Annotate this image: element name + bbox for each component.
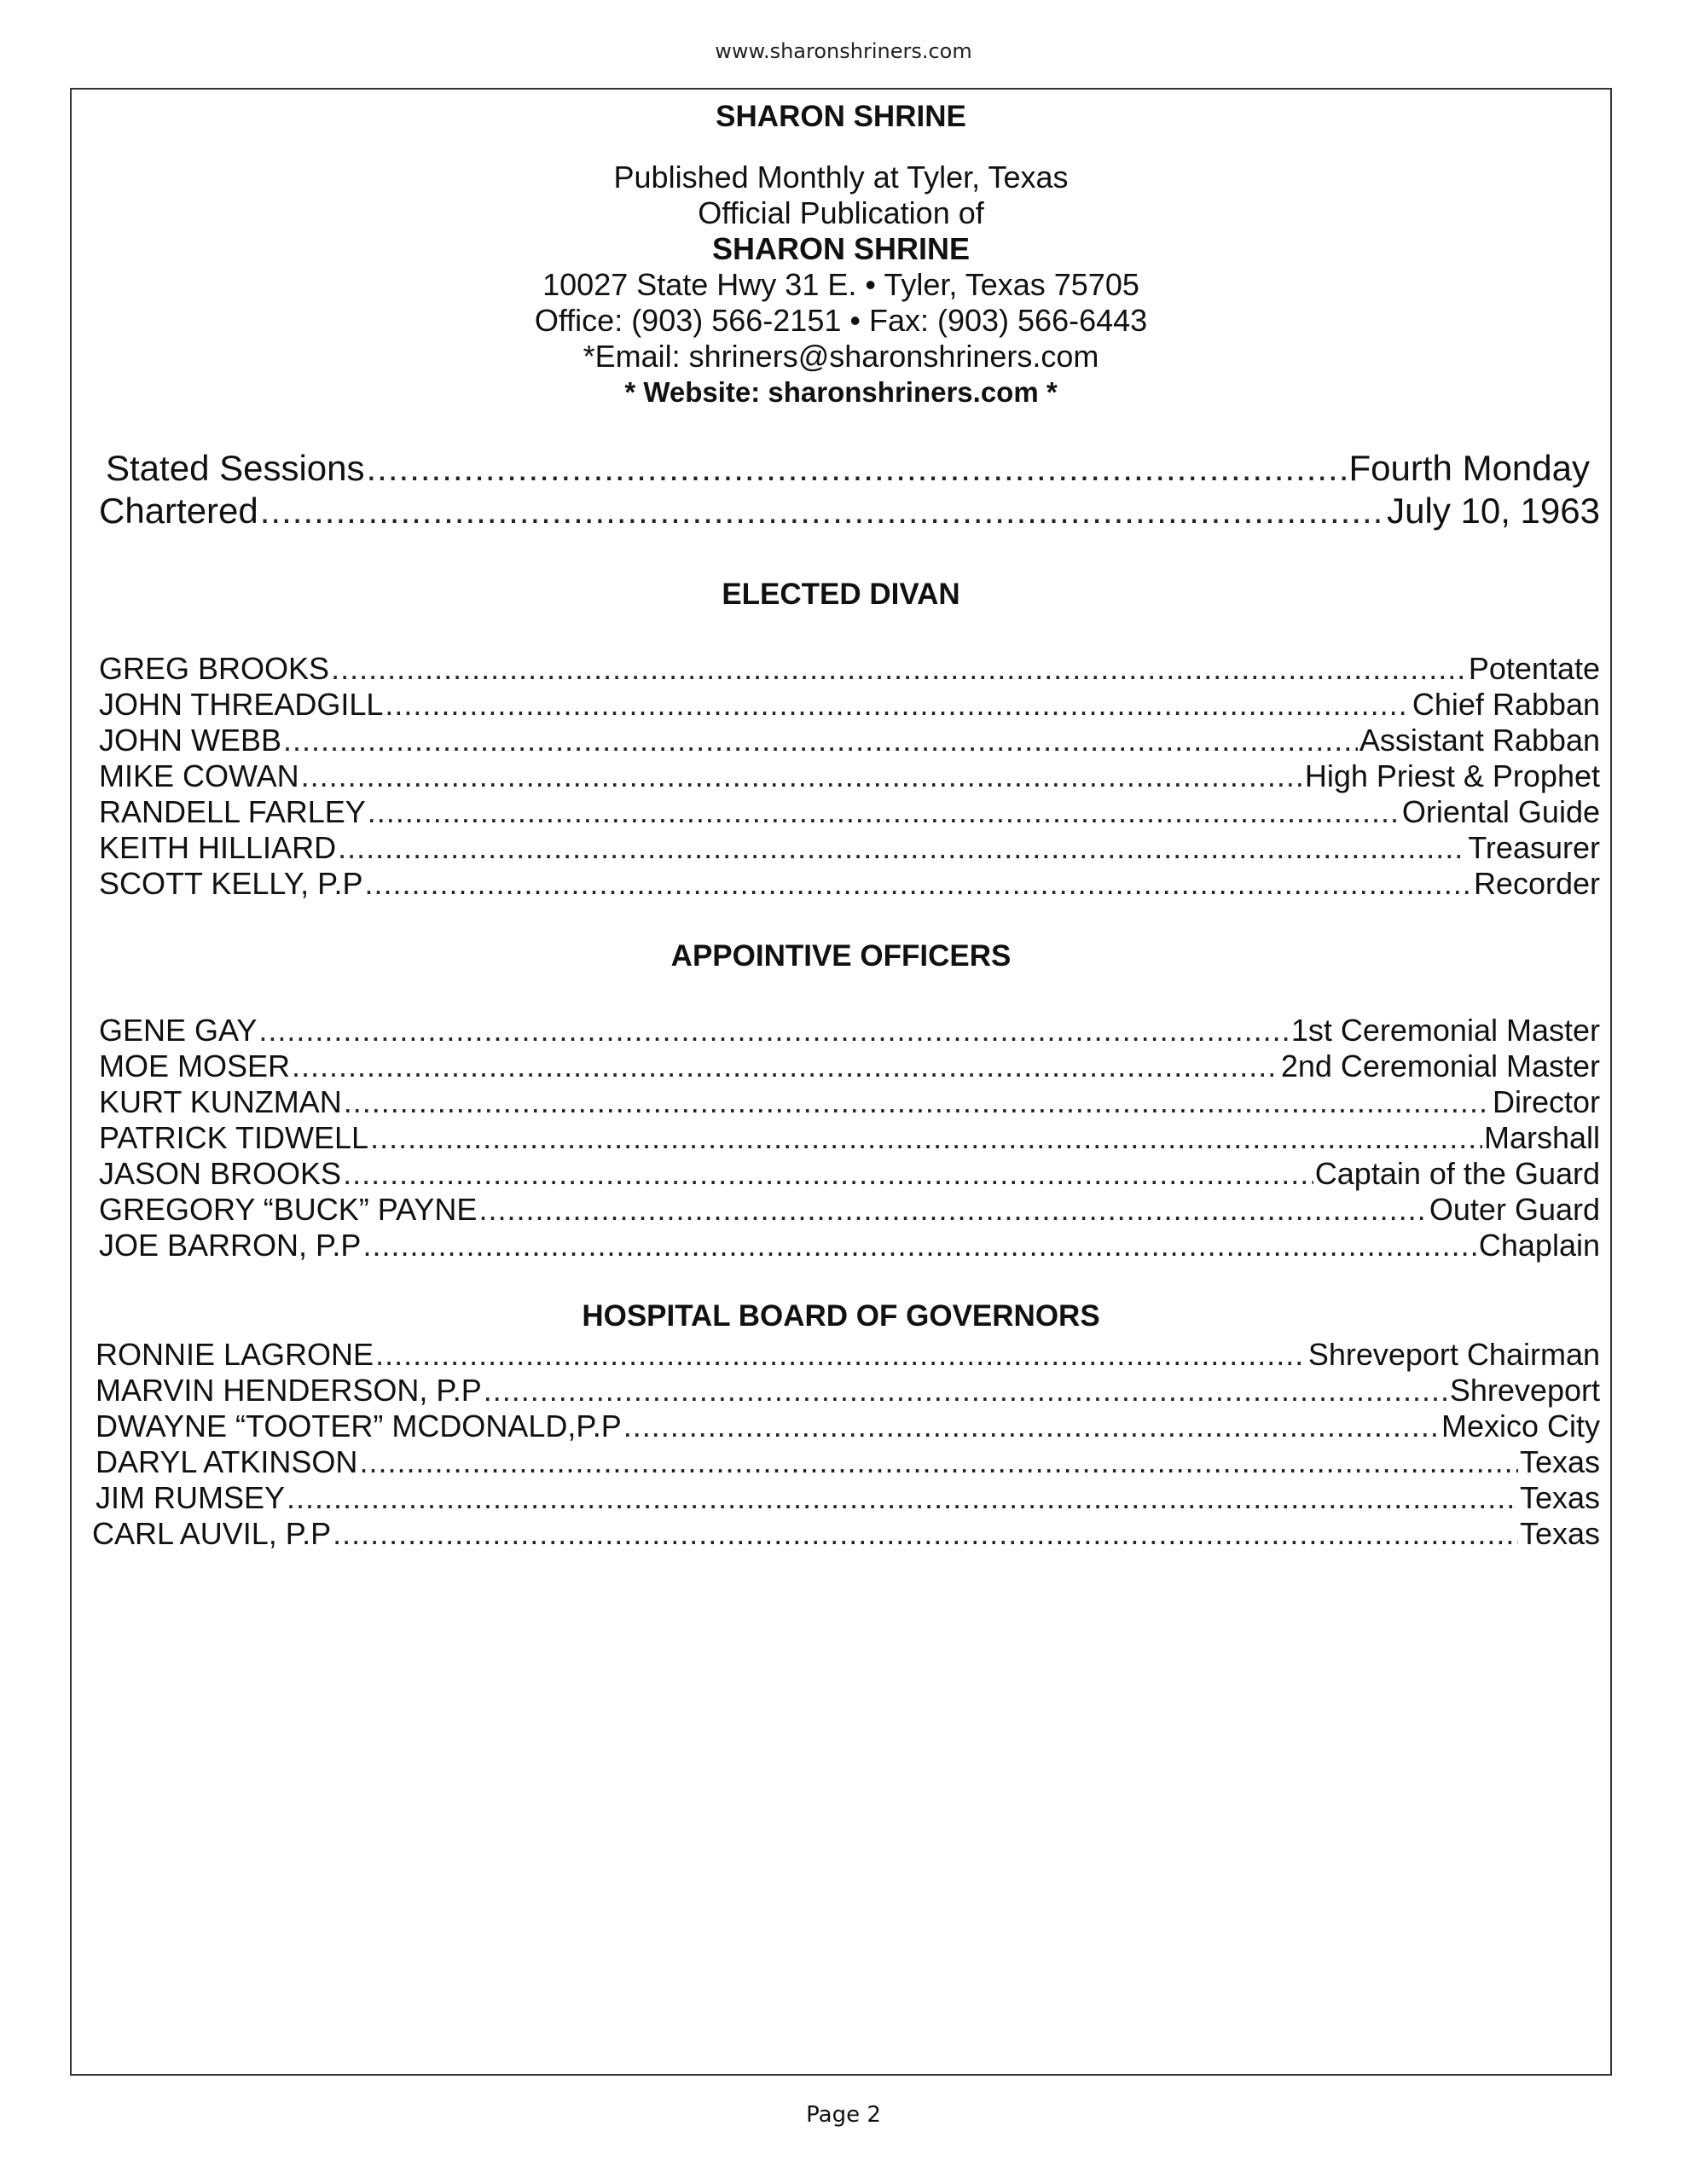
page-number: Page 2: [806, 2102, 881, 2128]
chartered-value: July 10, 1963: [1387, 491, 1600, 531]
officer-name: GREGORY “BUCK” PAYNE: [99, 1192, 478, 1227]
leader-dots: [333, 1516, 1518, 1552]
leader-dots: [623, 1409, 1440, 1444]
officer-title: Oriental Guide: [1401, 794, 1600, 829]
officer-row: [99, 1084, 1600, 1120]
leader-dots: [478, 1192, 1427, 1228]
officer-name: MIKE COWAN: [99, 758, 299, 793]
leader-dots: [287, 1480, 1518, 1516]
official-line: Official Publication of: [698, 195, 984, 230]
leader-dots: [385, 687, 1410, 723]
leader-dots: [331, 651, 1467, 687]
board-row: [96, 1444, 1600, 1480]
officer-title: Treasurer: [1468, 830, 1600, 865]
officer-name: JASON BROOKS: [99, 1156, 342, 1191]
member-location: Texas: [1519, 1516, 1600, 1551]
board-row: [96, 1480, 1600, 1516]
officer-row: [99, 1228, 1600, 1263]
hospital-board-heading: HOSPITAL BOARD OF GOVERNORS: [582, 1299, 1100, 1333]
officer-title: Director: [1492, 1084, 1600, 1119]
member-name: MARVIN HENDERSON, P.P: [96, 1373, 482, 1408]
leader-dots: [338, 830, 1466, 866]
officer-name: PATRICK TIDWELL: [99, 1120, 369, 1155]
member-location: Texas: [1519, 1480, 1600, 1515]
officer-title: Potentate: [1468, 651, 1600, 686]
elected-divan-heading: ELECTED DIVAN: [722, 578, 960, 611]
leader-dots: [344, 1084, 1491, 1120]
leader-dots: [370, 1120, 1482, 1156]
member-name: RONNIE LAGRONE: [96, 1337, 374, 1372]
sessions-value: Fourth Monday: [1348, 448, 1590, 488]
phone-fax: Office: (903) 566-2151 • Fax: (903) 566-6443: [534, 303, 1148, 338]
leader-dots: [283, 723, 1358, 758]
officer-title: Chaplain: [1478, 1228, 1600, 1263]
officer-name: JOHN WEBB: [99, 723, 282, 758]
appointive-officers-heading: APPOINTIVE OFFICERS: [670, 939, 1012, 973]
officer-row: [99, 1048, 1600, 1084]
member-name: JIM RUMSEY: [96, 1480, 286, 1515]
divan-row: [99, 651, 1600, 687]
officer-name: GREG BROOKS: [99, 651, 330, 686]
officer-title: Recorder: [1473, 866, 1600, 901]
member-name: DWAYNE “TOOTER” MCDONALD,P.P: [96, 1409, 622, 1443]
leader-dots: [367, 448, 1348, 489]
officer-title: Captain of the Guard: [1314, 1156, 1600, 1191]
officer-title: Assistant Rabban: [1359, 723, 1600, 758]
board-row: [96, 1337, 1600, 1373]
leader-dots: [484, 1373, 1448, 1409]
address: 10027 State Hwy 31 E. • Tyler, Texas 75705: [542, 267, 1139, 302]
officer-title: Marshall: [1483, 1120, 1600, 1155]
officer-name: SCOTT KELLY, P.P: [99, 866, 363, 901]
member-name: CARL AUVIL, P.P: [92, 1516, 332, 1551]
member-location: Mexico City: [1441, 1409, 1600, 1443]
officer-title: 1st Ceremonial Master: [1290, 1013, 1600, 1048]
board-row: [96, 1373, 1600, 1409]
sessions-label: Stated Sessions: [106, 448, 365, 488]
divan-row: [99, 758, 1600, 794]
published-line: Published Monthly at Tyler, Texas: [613, 160, 1069, 195]
officer-row: [99, 1192, 1600, 1228]
leader-dots: [301, 758, 1303, 794]
leader-dots: [362, 1228, 1476, 1263]
divan-row: [99, 794, 1600, 830]
divan-row: [99, 866, 1600, 902]
site-url[interactable]: www.sharonshriners.com: [715, 39, 972, 63]
officer-row: [99, 1013, 1600, 1048]
officer-title: High Priest & Prophet: [1304, 758, 1600, 793]
newsletter-frame: [70, 88, 1612, 2076]
leader-dots: [375, 1337, 1307, 1373]
officer-title: Outer Guard: [1429, 1192, 1600, 1227]
member-location: Shreveport Chairman: [1307, 1337, 1600, 1372]
officer-name: KURT KUNZMAN: [99, 1084, 342, 1119]
leader-dots: [343, 1156, 1313, 1192]
board-row: [92, 1516, 1600, 1552]
member-name: DARYL ATKINSON: [96, 1444, 358, 1479]
chartered-label: Chartered: [99, 491, 258, 531]
page-title: SHARON SHRINE: [716, 100, 966, 133]
website: * Website: sharonshriners.com *: [624, 376, 1058, 408]
officer-name: RANDELL FARLEY: [99, 794, 366, 829]
officer-name: JOHN THREADGILL: [99, 687, 384, 722]
stated-sessions-row: [106, 448, 1590, 489]
publication-info: [72, 160, 1610, 410]
divan-row: [99, 687, 1600, 723]
org-name: SHARON SHRINE: [711, 231, 971, 266]
officer-title: 2nd Ceremonial Master: [1280, 1048, 1600, 1083]
officer-name: GENE GAY: [99, 1013, 258, 1048]
leader-dots: [258, 1013, 1289, 1048]
divan-row: [99, 830, 1600, 866]
officer-row: [99, 1156, 1600, 1192]
leader-dots: [260, 491, 1385, 531]
leader-dots: [368, 794, 1400, 830]
chartered-row: [99, 491, 1600, 531]
member-location: Texas: [1519, 1444, 1600, 1479]
officer-name: KEITH HILLIARD: [99, 830, 337, 865]
email: *Email: shriners@sharonshriners.com: [583, 339, 1099, 374]
leader-dots: [292, 1048, 1279, 1084]
leader-dots: [359, 1444, 1518, 1480]
member-location: Shreveport: [1449, 1373, 1600, 1408]
officer-row: [99, 1120, 1600, 1156]
board-row: [96, 1409, 1600, 1444]
officer-name: JOE BARRON, P.P: [99, 1228, 362, 1263]
leader-dots: [365, 866, 1472, 902]
officer-title: Chief Rabban: [1412, 687, 1600, 722]
officer-name: MOE MOSER: [99, 1048, 291, 1083]
divan-row: [99, 723, 1600, 758]
